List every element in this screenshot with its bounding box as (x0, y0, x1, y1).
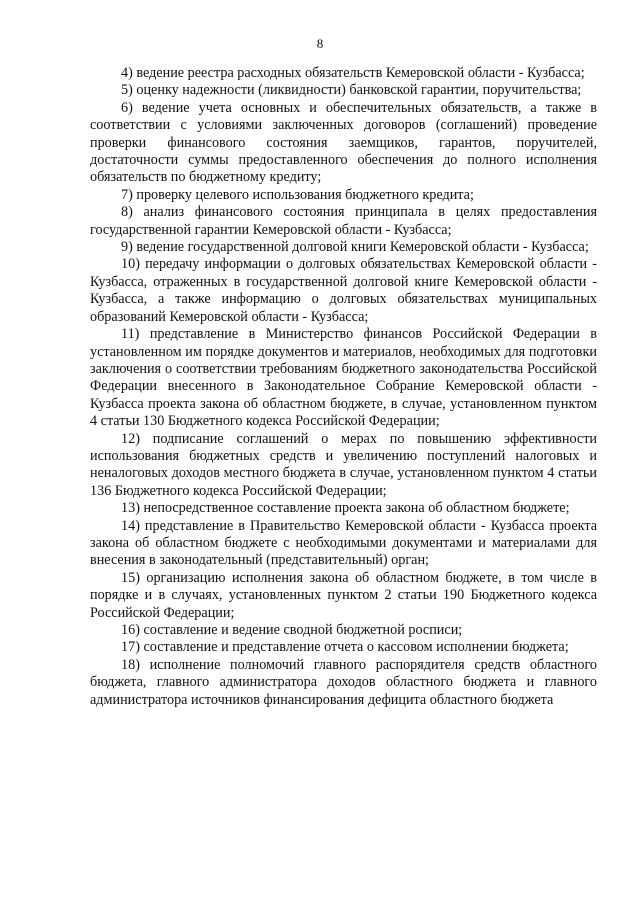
paragraph-item-11: 11) представление в Министерство финансов Российской Федерации в установленном им порядке документов и материалов, необходимых для подготовки заключения о соответствии требованиям бюджетного законодательства Российской Федерации внесенного в Законодательное Собрание Кемеровской области - Кузбасса проекта закона об областном бюджете, в случае, установленном пунктом 4 статьи 130 Бюджетного кодекса Российской Федерации; (90, 326, 597, 430)
paragraph-item-15: 15) организацию исполнения закона об областном бюджете, в том числе в порядке и в случаях, установленных пунктом 2 статьи 190 Бюджетного кодекса Российской Федерации; (90, 569, 597, 621)
paragraph-item-9: 9) ведение государственной долговой книги Кемеровской области - Кузбасса; (121, 239, 589, 256)
document-body (90, 65, 597, 709)
paragraph-item-8: 8) анализ финансового состояния принципала в целях предоставления государственной гарантии Кемеровской области - Кузбасса; (90, 204, 597, 238)
paragraph-item-18: 18) исполнение полномочий главного распорядителя средств областного бюджета, главного администратора доходов областного бюджета и главного администратора источников финансирования дефицита областного бюджета (90, 656, 597, 708)
paragraph-item-6: 6) ведение учета основных и обеспечительных обязательств, а также в соответствии с условиями заключенных договоров (соглашений) проведение проверки финансового состояния заемщиков, гарантов, поручителей, достаточности суммы предоставленного обеспечения до полного исполнения обязательств по бюджетному кредиту; (90, 99, 597, 186)
paragraph-item-10: 10) передачу информации о долговых обязательствах Кемеровской области - Кузбасса, отраженных в государственной долговой книге Кемеровской области - Кузбасса, а также информацию о долговых обязательствах муниципальных образований Кемеровской области - Кузбасса; (90, 256, 597, 325)
paragraph-item-14: 14) представление в Правительство Кемеровской области - Кузбасса проекта закона об областном бюджете с необходимыми документами и материалами для внесения в законодательный (представительный) орган; (90, 517, 597, 569)
paragraph-item-16: 16) составление и ведение сводной бюджетной росписи; (121, 622, 463, 638)
paragraph-item-13: 13) непосредственное составление проекта закона об областном бюджете; (121, 500, 570, 517)
page-number: 8 (316, 36, 324, 51)
paragraph-item-12: 12) подписание соглашений о мерах по повышению эффективности использования бюджетных средств и увеличению поступлений налоговых и неналоговых доходов местного бюджета в случае, установленном пунктом 4 статьи 136 Бюджетного кодекса Российской Федерации; (90, 430, 597, 499)
paragraph-item-17: 17) составление и представление отчета о кассовом исполнении бюджета; (121, 639, 569, 656)
paragraph-item-5: 5) оценку надежности (ликвидности) банковской гарантии, поручительства; (121, 82, 582, 99)
paragraph-item-4: 4) ведение реестра расходных обязательств Кемеровской области - Кузбасса; (121, 65, 585, 81)
paragraph-item-7: 7) проверку целевого использования бюджетного кредита; (121, 186, 474, 203)
